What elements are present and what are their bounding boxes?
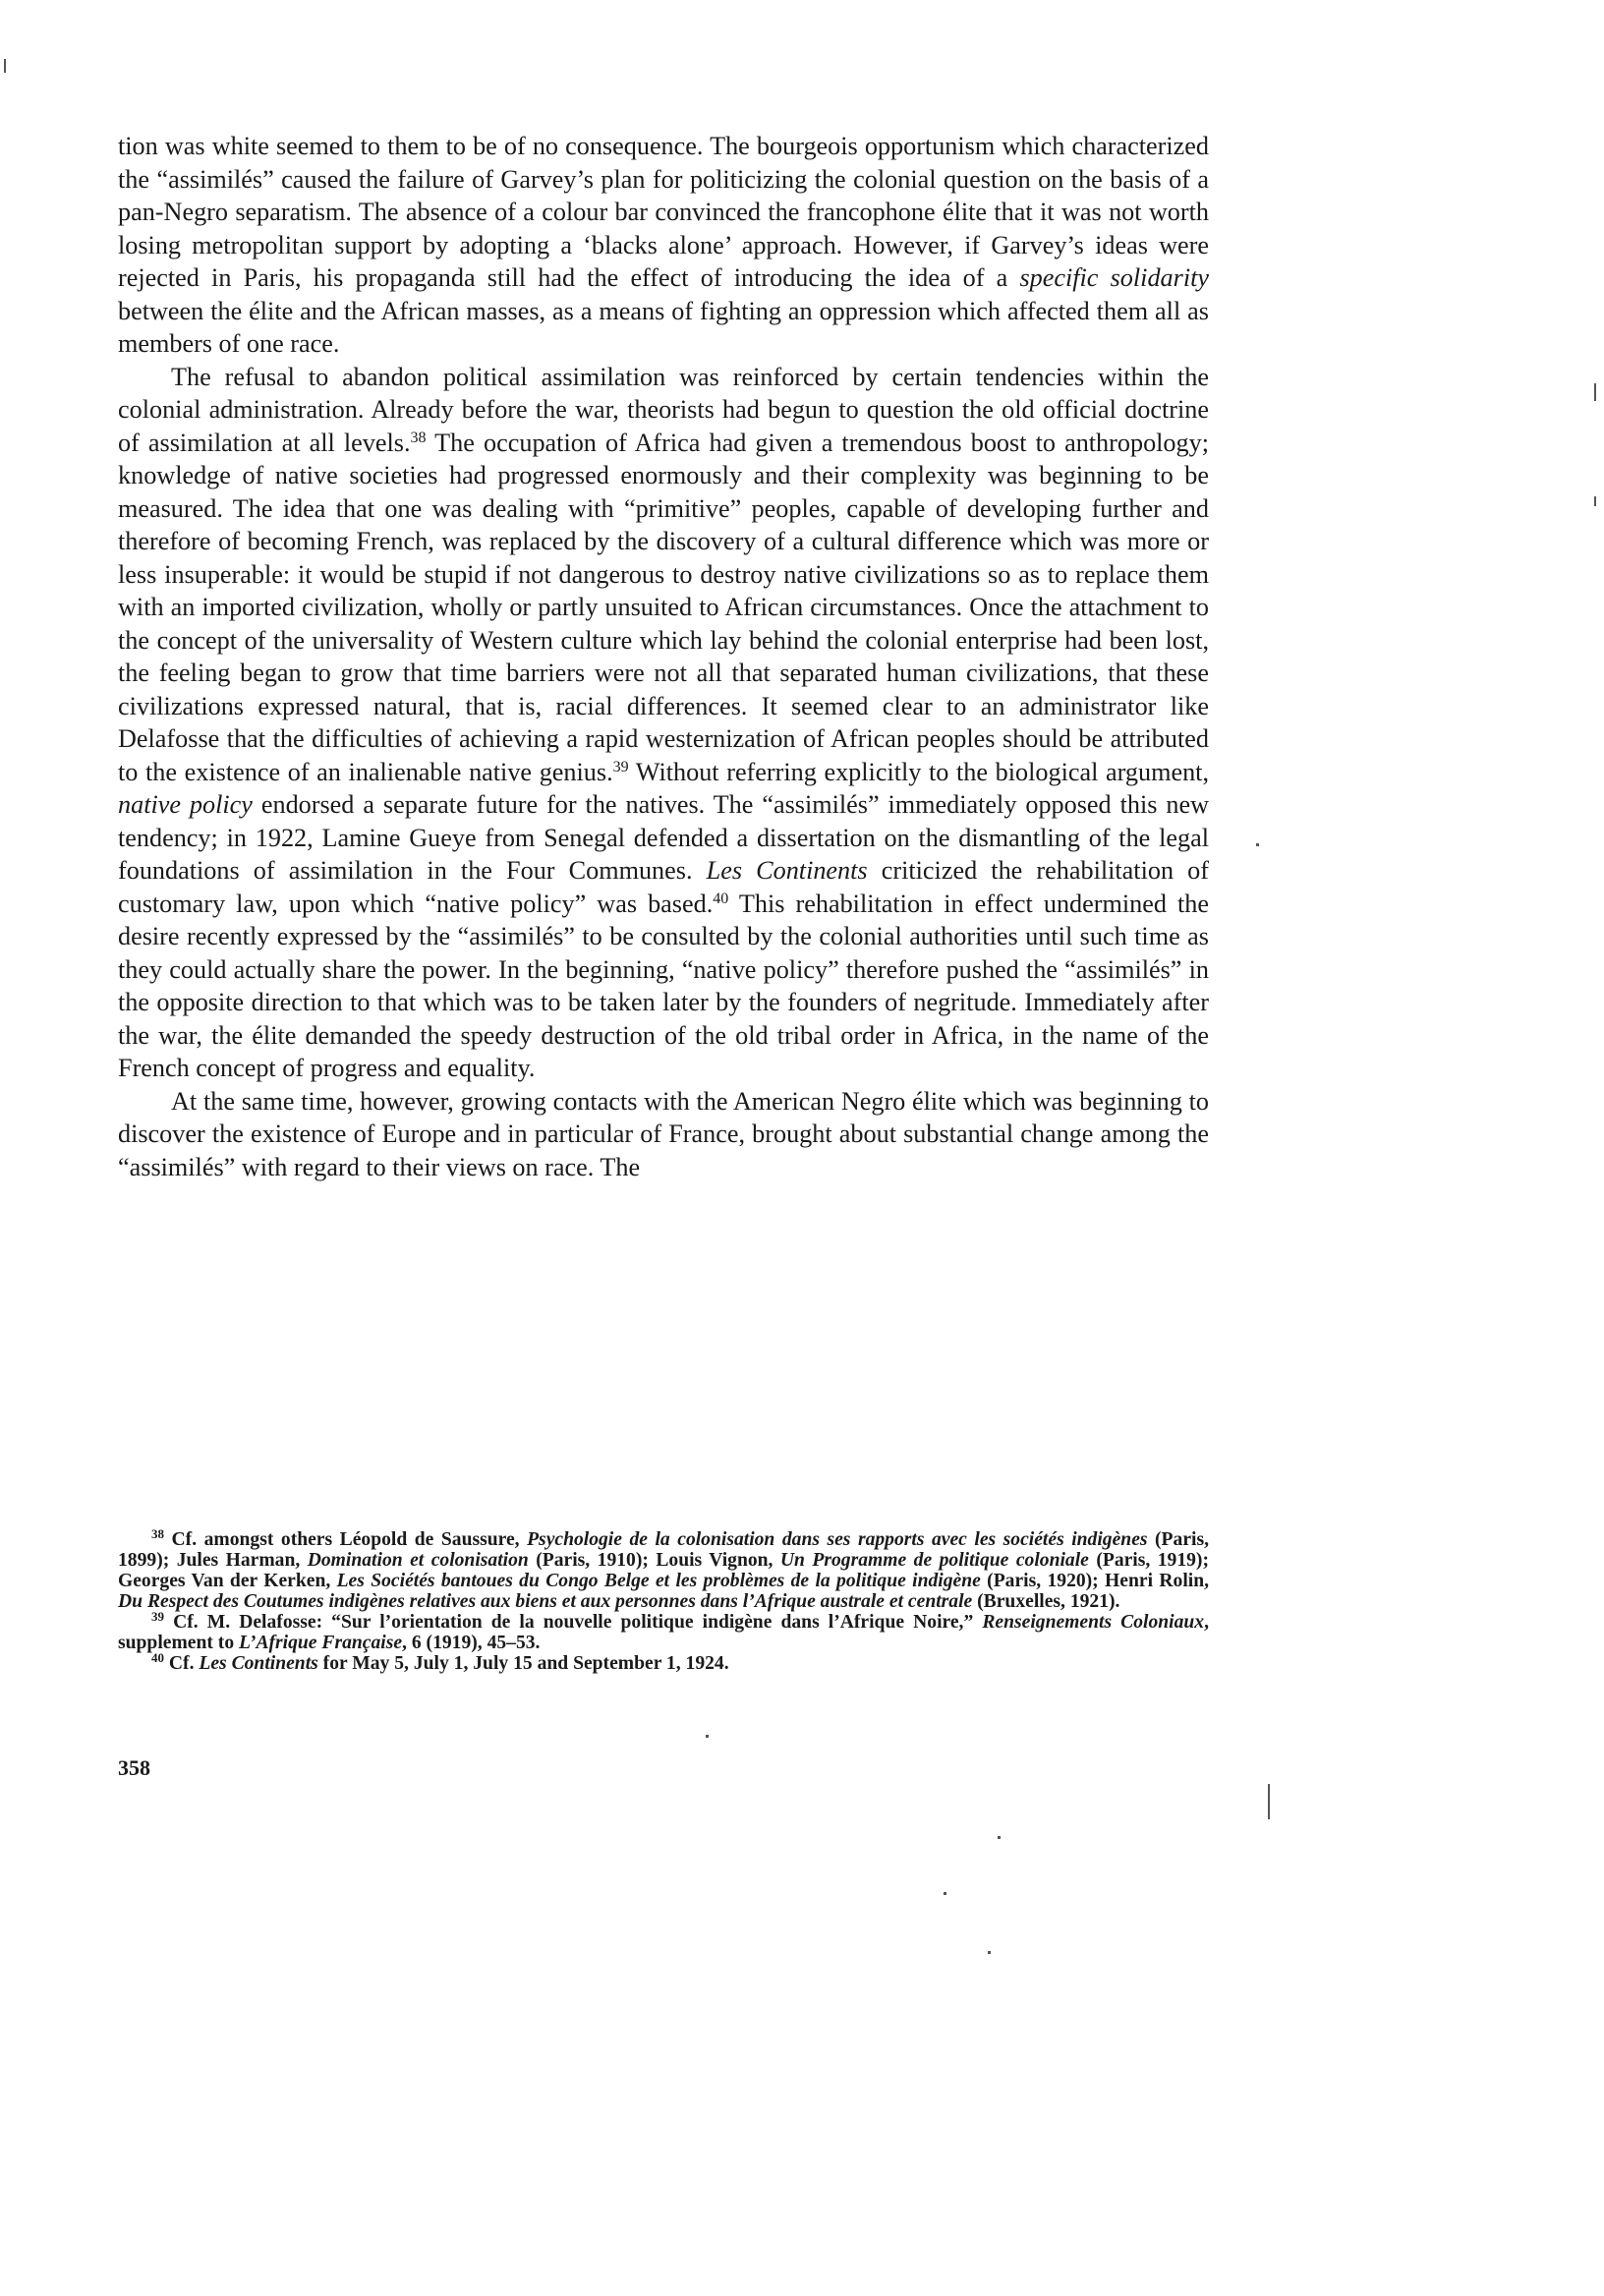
footnote-marker: 39 xyxy=(151,1609,164,1624)
text-run: (Bruxelles, 1921). xyxy=(972,1591,1120,1612)
text-run: , supplement to xyxy=(118,1612,1209,1653)
italic-text: Domination et colonisation xyxy=(307,1550,529,1571)
text-run: for May 5, July 1, July 15 and September 1, 1924. xyxy=(317,1653,729,1674)
scan-speck xyxy=(1256,843,1259,846)
text-run: (Paris, 1910); Louis Vignon, xyxy=(528,1550,780,1571)
footnote-marker: 40 xyxy=(151,1650,164,1665)
scan-speck xyxy=(1594,383,1596,401)
text-run: between the élite and the African masses, as a means of fighting an oppression which affected them all as members of one race. xyxy=(118,296,1209,358)
footnote xyxy=(118,1609,1209,1653)
footnote-marker: 39 xyxy=(612,758,629,775)
text-run: Without referring explicitly to the biological argument, xyxy=(628,757,1209,786)
scan-speck xyxy=(4,59,6,73)
text-run: At the same time, however, growing contacts with the American Negro élite which was beginning to discover the existence of Europe and in particular of France, brought about substantial change among the “assimilés” with regard to their views on race. The xyxy=(118,1086,1209,1181)
footnote-marker: 38 xyxy=(410,429,427,446)
text-run: The occupation of Africa had given a tremendous boost to anthropology; knowledge of native societies had progressed enormously and their complexity was beginning to be measured. The idea that one was dealing with “primitive” peoples, capable of developing further and therefore of becoming French, was replaced by the discovery of a cultural difference which was more or less insuperable: it would be stupid if not dangerous to destroy native civilizations so as to replace them with an imported civilization, wholly or partly unsuited to African circumstances. Once the attachment to the concept of the universality of Western culture which lay behind the colonial enterprise had been lost, the feeling began to grow that time barriers were not all that separated human civilizations, that these civilizations expressed natural, that is, racial differences. It seemed clear to an administrator like Delafosse that the difficulties of achieving a rapid westernization of African peoples should be attributed to the existence of an inalienable native genius. xyxy=(118,428,1209,786)
body-text xyxy=(118,130,1209,1183)
text-run: Cf. xyxy=(164,1653,200,1674)
italic-text: Les Continents xyxy=(199,1653,318,1674)
paragraph xyxy=(118,130,1209,361)
text-run: criticized the rehabilitation of customary law, upon which “native policy” was based. xyxy=(118,856,1209,918)
scan-speck xyxy=(988,1951,991,1954)
paragraph xyxy=(118,1085,1209,1184)
scan-speck xyxy=(1268,1784,1270,1819)
italic-text: Les Continents xyxy=(706,856,868,885)
page-number: 358 xyxy=(118,1755,150,1780)
scan-speck xyxy=(944,1892,946,1895)
paragraph xyxy=(118,361,1209,1085)
italic-text: L’Afrique Française xyxy=(239,1633,403,1653)
italic-text: specific solidarity xyxy=(1019,263,1210,292)
text-run: Cf. M. Delafosse: “Sur l’orientation de la nouvelle politique indigène dans l’Afrique Noire,” xyxy=(164,1612,983,1633)
scan-speck xyxy=(1594,496,1596,506)
text-run: endorsed a separate future for the natives. The “assimilés” immediately opposed this new tendency; in 1922, Lamine Gueye from Senegal defended a dissertation on the dismantling of the legal foundations of assimilation in the Four Communes. xyxy=(118,790,1209,885)
text-run: The refusal to abandon political assimilation was reinforced by certain tendencies within the colonial administration. Already before the war, theorists had begun to question the old official doctrine of assimilation at all levels. xyxy=(118,362,1209,457)
italic-text: native policy xyxy=(118,790,253,819)
scan-speck xyxy=(998,1836,1001,1839)
scan-speck xyxy=(706,1735,709,1738)
footnotes xyxy=(118,1526,1210,1674)
footnote-marker: 40 xyxy=(713,890,729,907)
text-run: (Paris, 1920); Henri Rolin, xyxy=(980,1571,1210,1591)
text-run: , 6 (1919), 45–53. xyxy=(402,1633,541,1653)
italic-text: Renseignements Coloniaux xyxy=(982,1612,1205,1633)
italic-text: Un Programme de politique coloniale xyxy=(779,1550,1089,1571)
text-run: This rehabilitation in effect undermined the desire recently expressed by the “assimilés” to be consulted by the colonial authorities until such time as they could actually share the power. In the beginning, “native policy” therefore pushed the “assimilés” in the opposite direction to that which was to be taken later by the founders of negritude. Immediately after the war, the élite demanded the speedy destruction of the old tribal order in Africa, in the name of the French concept of progress and equality. xyxy=(118,889,1210,1082)
italic-text: Du Respect des Coutumes indigènes relatives aux biens et aux personnes dans l’Afrique australe et centrale xyxy=(118,1591,973,1612)
italic-text: Les Sociétés bantoues du Congo Belge et les problèmes de la politique indigène xyxy=(336,1571,981,1591)
footnote xyxy=(118,1526,1210,1612)
italic-text: Psychologie de la colonisation dans ses rapports avec les sociétés indigènes xyxy=(527,1529,1148,1550)
text-run: Cf. amongst others Léopold de Saussure, xyxy=(164,1529,528,1550)
text-run: (Paris, 1919); Georges Van der Kerken, xyxy=(118,1550,1209,1591)
footnote xyxy=(118,1650,1209,1674)
footnote-marker: 38 xyxy=(151,1526,164,1541)
text-run: (Paris, 1899); Jules Harman, xyxy=(118,1529,1209,1571)
text-run: tion was white seemed to them to be of no consequence. The bourgeois opportunism which characterized the “assimilés” caused the failure of Garvey’s plan for politicizing the colonial question on the basis of a pan-Negro separatism. The absence of a colour bar convinced the francophone élite that it was not worth losing metropolitan support by adopting a ‘blacks alone’ approach. However, if Garvey’s ideas were rejected in Paris, his propaganda still had the effect of introducing the idea of a xyxy=(118,132,1209,292)
